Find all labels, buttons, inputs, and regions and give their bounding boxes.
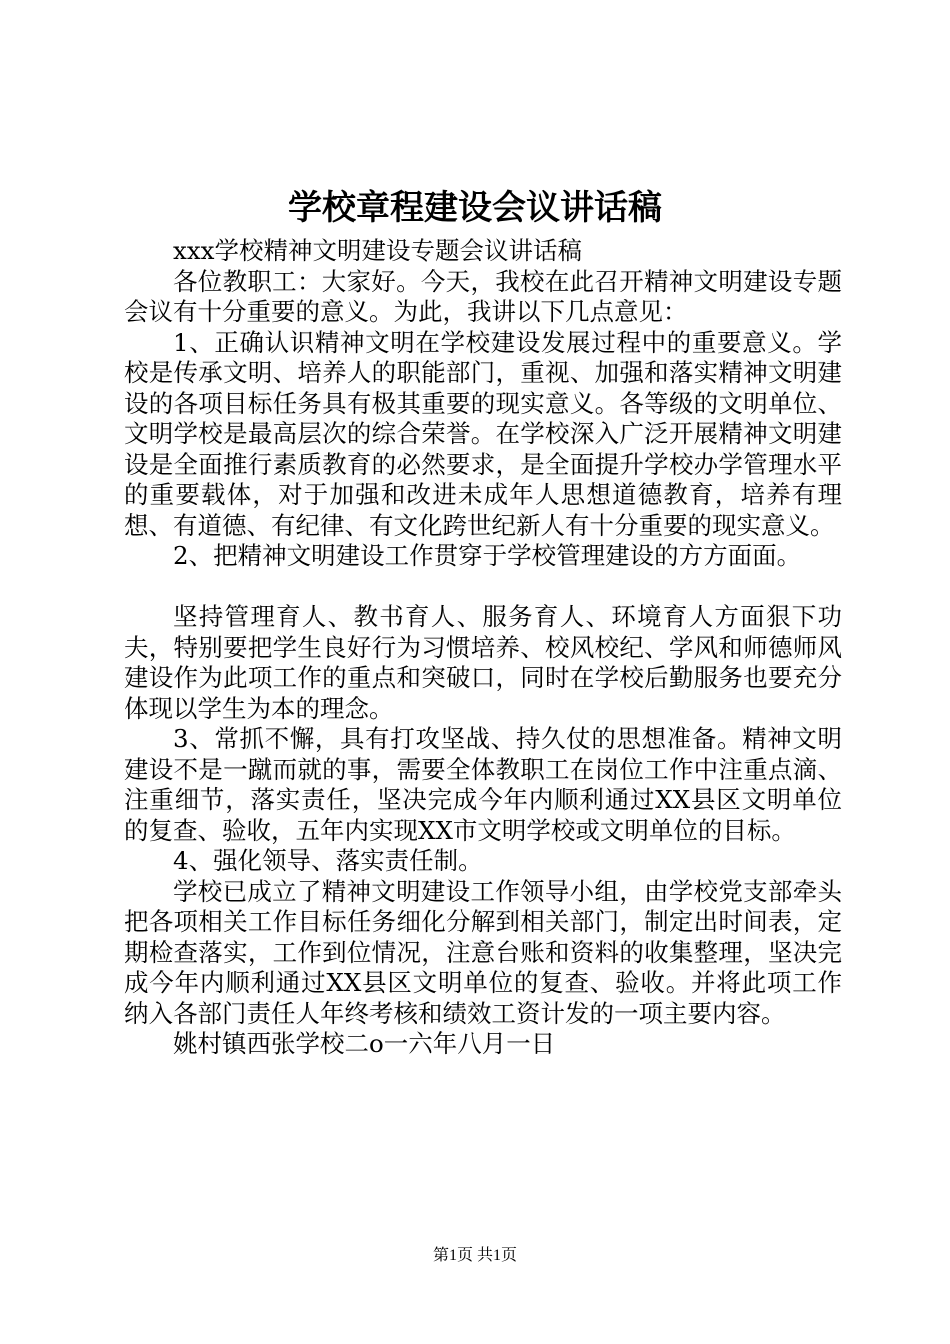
document-body [124, 236, 842, 1060]
point-4-heading: 4、强化领导、落实责任制。 [173, 846, 483, 875]
subtitle-line: xxx学校精神文明建设专题会议讲话稿 [173, 236, 582, 265]
point-4-paragraph: 学校已成立了精神文明建设工作领导小组，由学校党支部牵头把各项相关工作目标任务细化分解到相关部门，制定出时间表，定期检查落实，工作到位情况，注意台账和资料的收集整理，坚决完成今年内顺利通过XX县区文明单位的复查、验收。并将此项工作纳入各部门责任人年终考核和绩效工资计发的一项主要内容。 [124, 876, 842, 1028]
greeting-paragraph: 各位教职工：大家好。今天，我校在此召开精神文明建设专题会议有十分重要的意义。为此，我讲以下几点意见： [124, 266, 842, 326]
point-1-paragraph: 1、正确认识精神文明在学校建设发展过程中的重要意义。学校是传承文明、培养人的职能部门，重视、加强和落实精神文明建设的各项目标任务具有极其重要的现实意义。各等级的文明单位、文明学校是最高层次的综合荣誉。在学校深入广泛开展精神文明建设是全面推行素质教育的必然要求，是全面提升学校办学管理水平的重要载体，对于加强和改进未成年人思想道德教育，培养有理想、有道德、有纪律、有文化跨世纪新人有十分重要的现实意义。 [124, 327, 842, 540]
page-number-footer: 第1页 共1页 [432, 1247, 517, 1264]
point-2-heading: 2、把精神文明建设工作贯穿于学校管理建设的方方面面。 [173, 541, 802, 570]
point-2-paragraph: 坚持管理育人、教书育人、服务育人、环境育人方面狠下功夫，特别要把学生良好行为习惯培养、校风校纪、学风和师德师风建设作为此项工作的重点和突破口，同时在学校后勤服务也要充分体现以学生为本的理念。 [124, 602, 842, 723]
document-title: 学校章程建设会议讲话稿 [288, 188, 662, 228]
signature-date: 姚村镇西张学校二o一六年八月一日 [173, 1029, 556, 1058]
point-3-paragraph: 3、常抓不懈，具有打攻坚战、持久仗的思想准备。精神文明建设不是一蹴而就的事，需要全体教职工在岗位工作中注重点滴、注重细节，落实责任，坚决完成今年内顺利通过XX县区文明单位的复查、验收，五年内实现XX市文明学校或文明单位的目标。 [124, 724, 842, 845]
